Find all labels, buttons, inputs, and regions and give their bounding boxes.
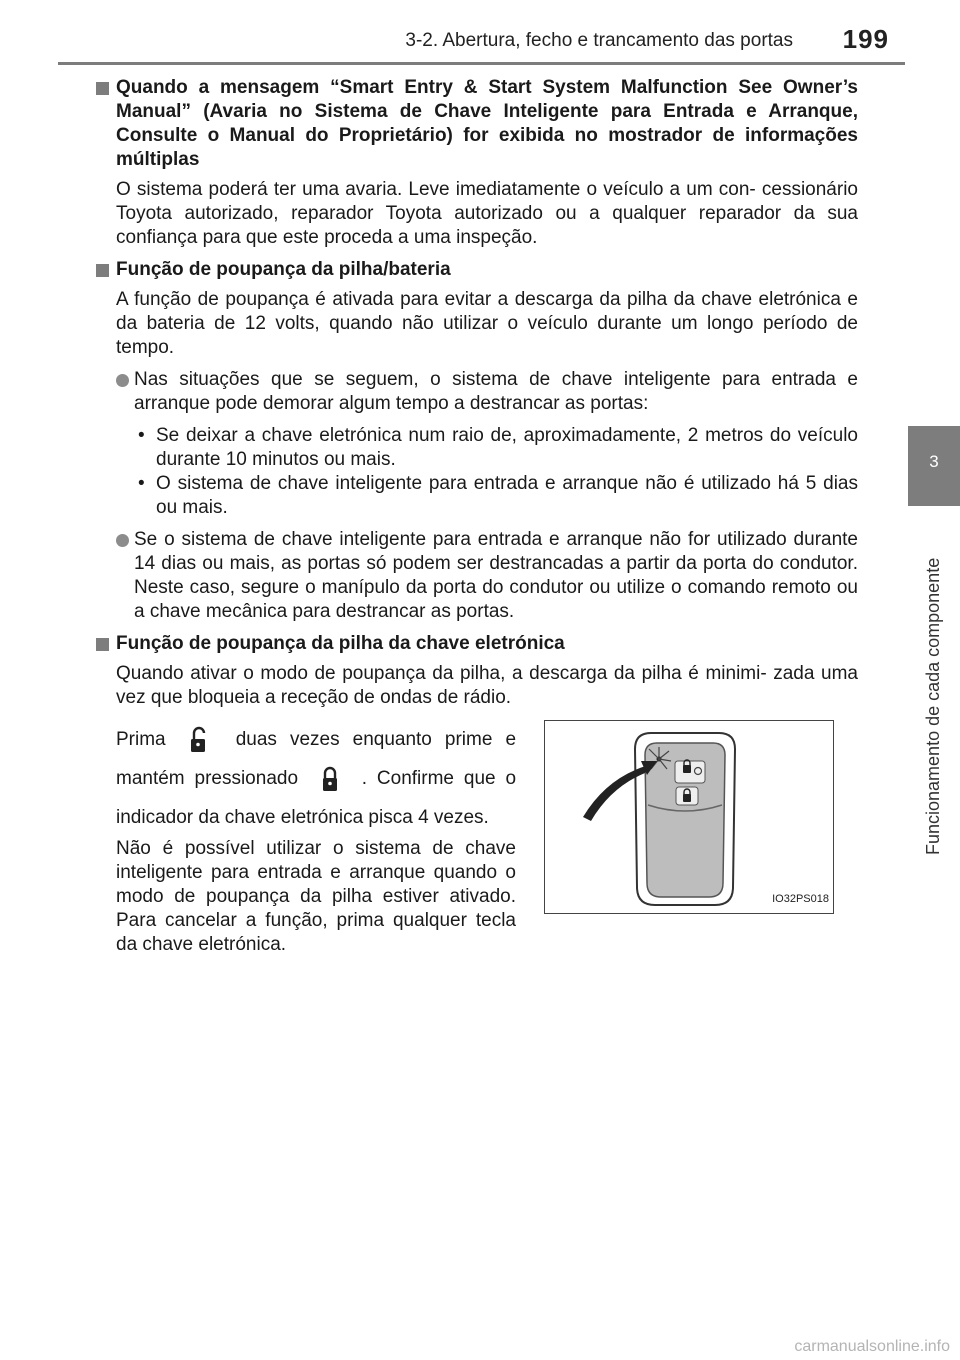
chapter-title: Funcionamento de cada componente — [923, 557, 943, 855]
key-fob-drawing — [545, 721, 833, 913]
page-content — [96, 76, 858, 990]
sub-list — [96, 424, 858, 520]
key-battery-saving-body: Quando ativar o modo de poupança da pilha, a descarga da pilha é minimi- zada uma vez que bloqueia a receção de ondas de rádio. — [116, 663, 858, 708]
page-header — [0, 0, 905, 64]
page-number: 199 — [842, 24, 889, 54]
battery-saving-body: A função de poupança é ativada para evitar a descarga da pilha da chave eletrónica e da bateria de 12 volts, quando não utilizar o veículo durante um longo período de tempo. — [116, 289, 858, 358]
chapter-number: 3 — [929, 452, 939, 471]
instruction-paragraph: Prima duas vezes enquanto prime e mantém pressionado . Confirme que o indicador da chave eletrónica pisca 4 vezes. — [116, 720, 516, 837]
key-fob-illustration — [544, 720, 834, 914]
section-heading-key-battery-saving: Função de poupança da pilha da chave eletrónica — [96, 632, 858, 656]
square-bullet-icon — [96, 82, 109, 95]
circle-bullet-icon — [116, 374, 129, 387]
dot-marker: • — [138, 473, 145, 494]
figure-area — [96, 720, 858, 990]
header-rule — [58, 62, 905, 65]
figure-code: IO32PS018 — [772, 893, 829, 905]
watermark: carmanualsonline.info — [794, 1338, 950, 1355]
section-heading-battery-saving: Função de poupança da pilha/bateria — [96, 258, 858, 282]
list-item: Se o sistema de chave inteligente para entrada e arranque não for utilizado durante 14 dias ou mais, as portas só podem ser destrancadas a partir da porta do condutor. Neste caso, segure o manípulo da porta do condutor ou utilize o comando remoto ou a chave mecânica para destrancar as portas. — [96, 528, 858, 624]
lock-icon — [308, 764, 352, 794]
chapter-label — [914, 510, 954, 855]
note-paragraph: Não é possível utilizar o sistema de chave inteligente para entrada e arranque quando o modo de poupança da pilha estiver ativado. Para cancelar a função, prima qualquer tecla da chave eletrónica. — [116, 838, 516, 955]
square-bullet-icon — [96, 264, 109, 277]
circle-bullet-icon — [116, 534, 129, 547]
square-bullet-icon — [96, 638, 109, 651]
sub-list-item: • Se deixar a chave eletrónica num raio de, aproximadamente, 2 metros do veículo durante 10 minutos ou mais. — [138, 425, 858, 470]
section-heading-malfunction: Quando a mensagem “Smart Entry & Start System Malfunction See Owner’s Manual” (Avaria no Sistema de Chave Inteligente para Entrada e Arranque, Consulte o Manual do Proprietário) for exibida no mostrador de informações múltiplas — [96, 76, 858, 172]
unlock-icon — [179, 725, 223, 755]
sub-list-item: • O sistema de chave inteligente para entrada e arranque não é utilizado há 5 dias ou mais. — [138, 473, 858, 518]
dot-marker: • — [138, 425, 145, 446]
malfunction-body: O sistema poderá ter uma avaria. Leve imediatamente o veículo a um con- cessionário Toyota autorizado, reparador Toyota autorizado ou a qualquer reparador da sua confiança para que este proceda a uma inspeção. — [116, 179, 858, 248]
instruction-text — [116, 720, 516, 965]
header-section-title: 3-2. Abertura, fecho e trancamento das portas — [405, 30, 793, 51]
list-item: Nas situações que se seguem, o sistema de chave inteligente para entrada e arranque pode demorar algum tempo a destrancar as portas: — [96, 368, 858, 416]
chapter-tab — [908, 426, 960, 506]
